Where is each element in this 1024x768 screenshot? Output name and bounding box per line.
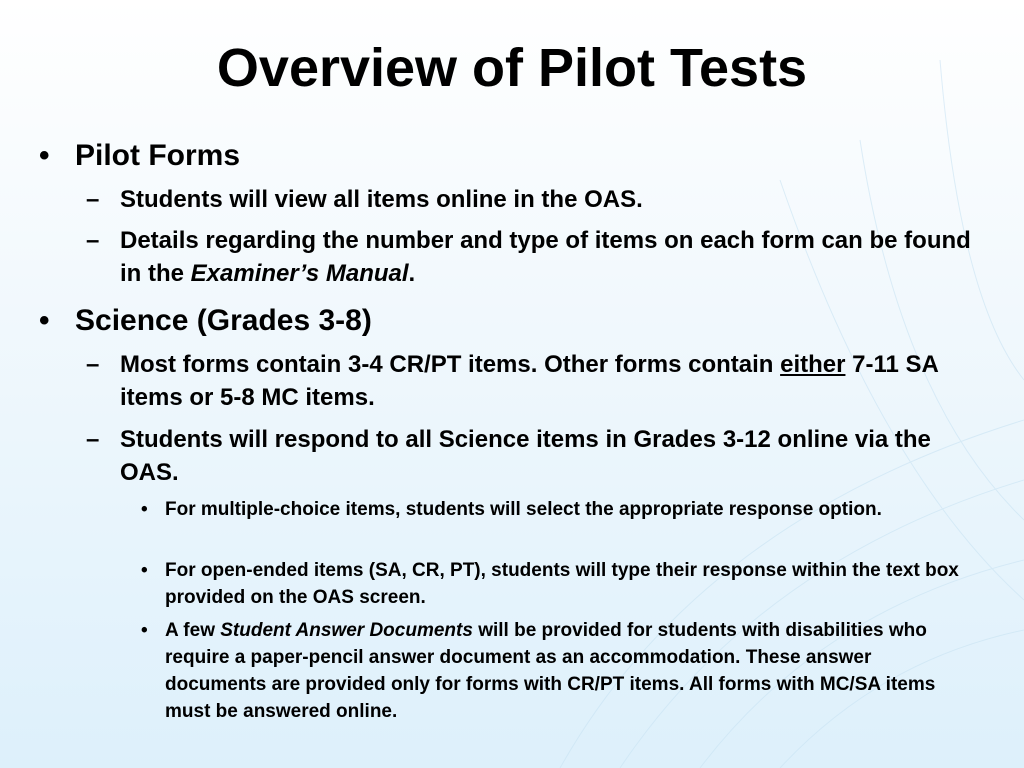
sub-bullet-text: Details regarding the number and type of items on each form can be found in the [120, 227, 971, 287]
bullet-text: Pilot Forms [75, 139, 241, 172]
dash-marker: – [86, 426, 100, 453]
small-bullet-marker: • [141, 499, 148, 520]
small-bullet-marker: • [141, 560, 148, 581]
sub-sub-bullet-end: will be provided for students with disabilities who require a paper-pencil answer document as an accommodation. These answer documents are provided only for forms with CR/PT items. All forms with MC/SA items must be answered online. [165, 620, 936, 722]
sub-bullet-forms-contain [86, 348, 980, 414]
sub-bullet-respond-online [86, 423, 980, 489]
sub-bullet-text: Students will respond to all Science items in Grades 3-12 online via the OAS. [120, 426, 931, 486]
sub-bullet-end: . [408, 260, 416, 287]
dash-marker: – [86, 351, 100, 378]
bullet-text: Science (Grades 3-8) [75, 304, 372, 337]
small-bullet-marker: • [141, 620, 148, 641]
either-underlined: either [780, 351, 846, 378]
sub-bullet-text: Students will view all items online in the OAS. [120, 186, 643, 213]
slide-title: Overview of Pilot Tests [216, 38, 808, 98]
sub-sub-bullet-multiple-choice [141, 496, 965, 523]
bullet-marker: • [39, 139, 50, 172]
sub-sub-bullet-text: A few [165, 620, 221, 641]
sub-sub-bullet-open-ended [141, 557, 965, 611]
sub-bullet-details [86, 224, 980, 290]
sub-bullet-end: 7-11 SA items or 5-8 MC items. [120, 351, 938, 411]
sub-sub-bullet-answer-documents [141, 617, 965, 725]
sub-bullet-text: Most forms contain 3-4 CR/PT items. Other forms contain [120, 351, 781, 378]
sub-bullet-view-online [86, 183, 980, 216]
bullet-science [39, 304, 372, 338]
sub-sub-bullet-text: For open-ended items (SA, CR, PT), students will type their response within the text box provided on the OAS screen. [165, 560, 959, 608]
dash-marker: – [86, 186, 100, 213]
examiners-manual-title: Examiner’s Manual [190, 260, 409, 287]
dash-marker: – [86, 227, 100, 254]
bullet-marker: • [39, 304, 50, 337]
sub-sub-bullet-text: For multiple-choice items, students will select the appropriate response option. [165, 499, 882, 520]
bullet-pilot-forms [39, 139, 241, 173]
student-answer-documents-title: Student Answer Documents [220, 620, 473, 641]
